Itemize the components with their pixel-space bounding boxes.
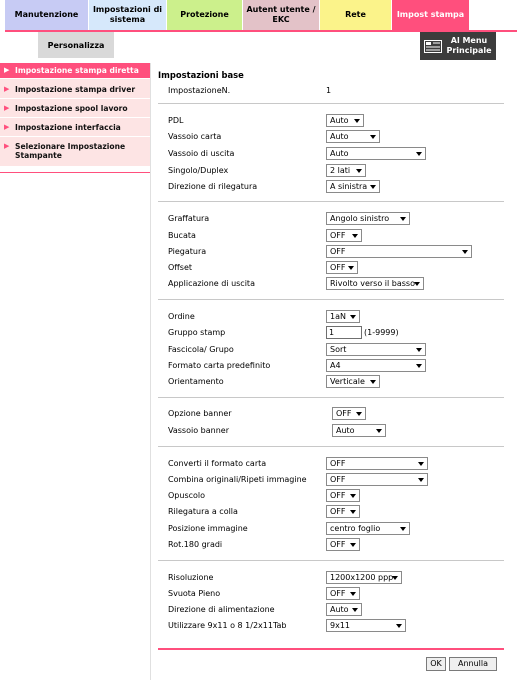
chevron-down-icon <box>376 429 382 433</box>
resolution-label: Risoluzione <box>168 572 214 582</box>
staple-row <box>168 211 410 225</box>
staple-label: Graffatura <box>168 213 210 223</box>
stamp-group-range-hint: (1-9999) <box>364 327 399 337</box>
paper-size-row <box>168 358 426 372</box>
paper-size-label: Formato carta predefinito <box>168 360 271 370</box>
sidebar-item-interface[interactable] <box>0 118 150 137</box>
glue-binding-value: OFF <box>330 506 346 516</box>
chevron-down-icon <box>354 119 360 123</box>
combine-label: Combina originali/Ripeti immagine <box>168 474 307 484</box>
sidebar-item-label: Impostazione stampa diretta <box>15 66 139 75</box>
order-row <box>168 309 360 323</box>
empty-full-row <box>168 586 360 600</box>
chevron-down-icon <box>370 135 376 139</box>
chevron-down-icon <box>350 494 356 498</box>
glue-binding-select[interactable] <box>326 505 360 518</box>
paper-tray-row <box>168 129 380 143</box>
order-label: Ordine <box>168 311 195 321</box>
tab-system-settings[interactable] <box>89 0 167 30</box>
footer-divider <box>158 648 504 650</box>
arrow-right-icon: ▶ <box>4 85 10 93</box>
binding-value: A sinistra <box>330 181 368 191</box>
sidebar-item-direct-print[interactable] <box>0 63 150 79</box>
chevron-down-icon <box>392 576 398 580</box>
tab-print-settings[interactable] <box>392 0 470 30</box>
feed-direction-select[interactable] <box>326 603 362 616</box>
collate-label: Fascicola/ Grupo <box>168 344 234 354</box>
section-divider <box>158 397 504 398</box>
tab-maintenance-label: Manutenzione <box>14 10 79 19</box>
tab-system-label: Impostazioni di sistema <box>92 5 163 24</box>
order-select[interactable] <box>326 310 360 323</box>
staple-select[interactable] <box>326 212 410 225</box>
tab-size-label: Utilizzare 9x11 o 8 1/2x11Tab <box>168 620 287 630</box>
chevron-down-icon <box>418 478 424 482</box>
subtab-customize-label: Personalizza <box>47 40 105 50</box>
offset-select[interactable] <box>326 261 358 274</box>
main-menu-button[interactable] <box>420 32 496 60</box>
banner-tray-value: Auto <box>336 425 355 435</box>
chevron-down-icon <box>416 364 422 368</box>
chevron-down-icon <box>350 543 356 547</box>
chevron-down-icon <box>416 152 422 156</box>
sidebar-item-label: Impostazione interfaccia <box>15 123 121 132</box>
chevron-down-icon <box>356 412 362 416</box>
offset-label: Offset <box>168 262 193 272</box>
sidebar-item-label: Impostazione stampa driver <box>15 85 136 94</box>
chevron-down-icon <box>370 185 376 189</box>
punch-label: Bucata <box>168 230 196 240</box>
combine-row <box>168 472 428 486</box>
convert-size-row <box>168 456 428 470</box>
collate-row <box>168 342 426 356</box>
order-value: 1aN <box>330 311 346 321</box>
chevron-down-icon <box>416 348 422 352</box>
output-app-row <box>168 276 424 290</box>
chevron-down-icon <box>350 315 356 319</box>
arrow-right-icon: ▶ <box>4 142 10 150</box>
pdl-label: PDL <box>168 115 184 125</box>
empty-full-select[interactable] <box>326 587 360 600</box>
punch-select[interactable] <box>326 229 362 242</box>
banner-label: Opzione banner <box>168 408 232 418</box>
chevron-down-icon <box>462 250 468 254</box>
feed-direction-value: Auto <box>330 604 349 614</box>
orientation-label: Orientamento <box>168 376 224 386</box>
binding-row <box>168 179 380 193</box>
sidebar <box>0 63 150 167</box>
fold-row <box>168 244 472 258</box>
orientation-row <box>168 374 380 388</box>
section-divider <box>158 299 504 300</box>
arrow-right-icon: ▶ <box>4 104 10 112</box>
chevron-down-icon <box>396 624 402 628</box>
chevron-down-icon <box>418 462 424 466</box>
orientation-value: Verticale <box>330 376 365 386</box>
tab-user-auth[interactable] <box>243 0 320 30</box>
stamp-group-input[interactable]: 1 <box>326 326 362 339</box>
page-title: Impostazioni base <box>158 70 244 80</box>
tab-network[interactable] <box>320 0 392 30</box>
sidebar-item-label: Selezionare Impostazione Stampante <box>15 142 126 160</box>
sidebar-item-driver-print[interactable] <box>0 79 150 99</box>
subtab-customize[interactable] <box>38 32 114 58</box>
tab-print-label: Impost stampa <box>396 10 465 19</box>
image-position-value: centro foglio <box>330 523 381 533</box>
setting-number-value: 1 <box>326 85 332 95</box>
banner-row <box>168 406 366 420</box>
tab-size-select[interactable] <box>326 619 406 632</box>
setting-number-label: ImpostazioneN. <box>168 85 231 95</box>
output-tray-row <box>168 146 426 160</box>
duplex-row <box>168 163 366 177</box>
output-tray-select[interactable] <box>326 147 426 160</box>
convert-size-value: OFF <box>330 458 346 468</box>
resolution-row <box>168 570 402 584</box>
glue-binding-label: Rilegatura a colla <box>168 506 238 516</box>
booklet-row <box>168 488 360 502</box>
content-divider <box>150 63 151 680</box>
empty-full-value: OFF <box>330 588 346 598</box>
setting-number-row <box>168 83 331 97</box>
fold-label: Piegatura <box>168 246 207 256</box>
duplex-select[interactable] <box>326 164 366 177</box>
banner-value: OFF <box>336 408 352 418</box>
tab-network-label: Rete <box>345 10 366 19</box>
booklet-select[interactable] <box>326 489 360 502</box>
convert-size-label: Converti il formato carta <box>168 458 267 468</box>
punch-row <box>168 228 362 242</box>
fold-select[interactable] <box>326 245 472 258</box>
paper-size-select[interactable] <box>326 359 426 372</box>
paper-tray-value: Auto <box>330 131 349 141</box>
tab-protection[interactable] <box>167 0 243 30</box>
chevron-down-icon <box>400 527 406 531</box>
pdl-select[interactable] <box>326 114 364 127</box>
banner-select[interactable] <box>332 407 366 420</box>
image-position-select[interactable] <box>326 522 410 535</box>
paper-tray-select[interactable] <box>326 130 380 143</box>
pdl-row <box>168 113 364 127</box>
tab-size-row <box>168 618 406 632</box>
section-divider <box>158 201 504 202</box>
output-app-select[interactable] <box>326 277 424 290</box>
duplex-value: 2 lati <box>330 165 351 175</box>
output-app-value: Rivolto verso il basso <box>330 278 415 288</box>
chevron-down-icon <box>350 510 356 514</box>
combine-value: OFF <box>330 474 346 484</box>
rotate-180-row <box>168 537 360 551</box>
section-divider <box>158 446 504 447</box>
orientation-select[interactable] <box>326 375 380 388</box>
collate-select[interactable] <box>326 343 426 356</box>
punch-value: OFF <box>330 230 346 240</box>
output-tray-value: Auto <box>330 148 349 158</box>
feed-direction-label: Direzione di alimentazione <box>168 604 275 614</box>
tab-protection-label: Protezione <box>180 10 229 19</box>
chevron-down-icon <box>348 266 354 270</box>
offset-row <box>168 260 358 274</box>
chevron-down-icon <box>350 592 356 596</box>
rotate-180-label: Rot.180 gradi <box>168 539 223 549</box>
main-menu-label: Al Menu Principale <box>446 36 492 55</box>
chevron-down-icon <box>352 234 358 238</box>
duplex-label: Singolo/Duplex <box>168 165 229 175</box>
convert-size-select[interactable] <box>326 457 428 470</box>
image-position-row <box>168 521 410 535</box>
binding-select[interactable] <box>326 180 380 193</box>
paper-size-value: A4 <box>330 360 341 370</box>
glue-binding-row <box>168 504 360 518</box>
resolution-select[interactable] <box>326 571 402 584</box>
empty-full-label: Svuota Pieno <box>168 588 221 598</box>
rotate-180-value: OFF <box>330 539 346 549</box>
sidebar-bottom-line <box>0 172 150 173</box>
menu-icon <box>424 40 442 53</box>
sidebar-item-job-spool[interactable] <box>0 99 150 118</box>
banner-tray-select[interactable] <box>332 424 386 437</box>
banner-tray-label: Vassoio banner <box>168 425 229 435</box>
paper-tray-label: Vassoio carta <box>168 131 222 141</box>
ok-button[interactable]: OK <box>426 657 446 671</box>
rotate-180-select[interactable] <box>326 538 360 551</box>
stamp-group-row <box>168 325 399 339</box>
output-tray-label: Vassoio di uscita <box>168 148 235 158</box>
section-divider <box>158 560 504 561</box>
feed-direction-row <box>168 602 362 616</box>
sidebar-item-label: Impostazione spool lavoro <box>15 104 128 113</box>
booklet-value: OFF <box>330 490 346 500</box>
chevron-down-icon <box>400 217 406 221</box>
tab-maintenance[interactable] <box>5 0 89 30</box>
sidebar-item-select-printer[interactable] <box>0 137 150 167</box>
arrow-right-icon: ▶ <box>4 123 10 131</box>
cancel-button[interactable]: Annulla <box>449 657 497 671</box>
chevron-down-icon <box>370 380 376 384</box>
binding-label: Direzione di rilegatura <box>168 181 258 191</box>
arrow-right-icon: ▶ <box>4 66 10 74</box>
staple-value: Angolo sinistro <box>330 213 390 223</box>
collate-value: Sort <box>330 344 347 354</box>
stamp-group-label: Gruppo stamp <box>168 327 226 337</box>
resolution-value: 1200x1200 ppp <box>330 572 394 582</box>
chevron-down-icon <box>414 282 420 286</box>
combine-select[interactable] <box>326 473 428 486</box>
section-divider <box>158 103 504 104</box>
banner-tray-row <box>168 423 386 437</box>
pdl-value: Auto <box>330 115 349 125</box>
tab-size-value: 9x11 <box>330 620 351 630</box>
output-app-label: Applicazione di uscita <box>168 278 255 288</box>
fold-value: OFF <box>330 246 346 256</box>
booklet-label: Opuscolo <box>168 490 206 500</box>
tab-user-auth-label: Autent utente / EKC <box>246 5 316 24</box>
chevron-down-icon <box>352 608 358 612</box>
image-position-label: Posizione immagine <box>168 523 248 533</box>
offset-value: OFF <box>330 262 346 272</box>
chevron-down-icon <box>356 169 362 173</box>
